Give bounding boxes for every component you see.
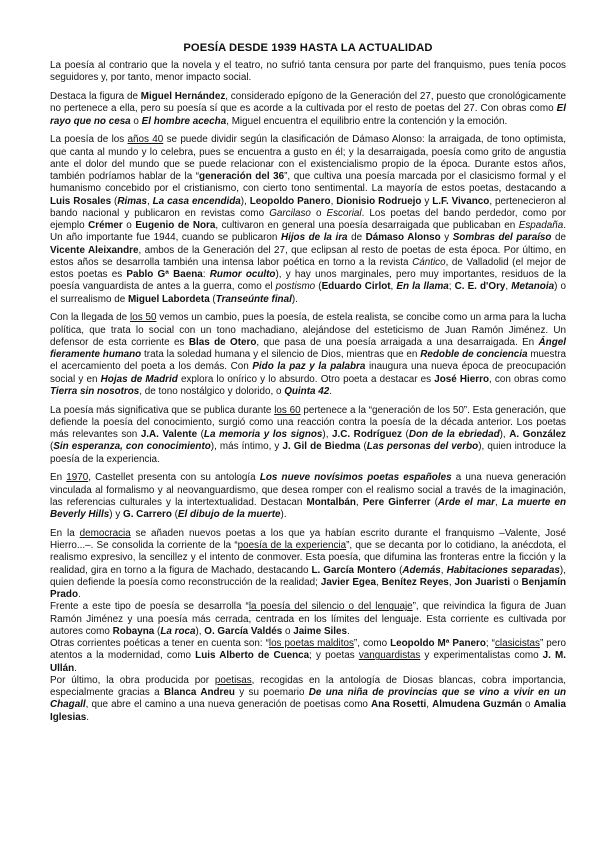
work-title: En la llama [396,281,449,293]
text: Con la llegada de [50,312,131,324]
text: En [50,472,67,484]
movement-name: los poetas malditos [268,638,354,649]
text: de [551,232,566,244]
author-name: Benítez Reyes [381,576,449,588]
text: y su poemario [234,687,309,698]
paragraph-miguel-hernandez [50,91,566,128]
text: , [146,195,153,207]
text: Por último, la obra producida por [50,674,215,686]
text: ; “ [485,638,495,649]
author-name: Amalia Iglesias [50,699,567,723]
author-name: O. García Valdés [204,625,283,637]
text: Destaca la figura de [50,91,141,102]
author-name: Montalbán [306,496,356,508]
author-name: Leopoldo Mª Panero [390,638,486,649]
text: ), [499,429,510,440]
movement-name: clasicistas [494,638,540,649]
text: . [78,589,81,600]
work-title: Transeúnte final [215,293,292,305]
text: . Un año importante fue 1944, cuando se publicaron [50,220,567,244]
text: ), quien introduce la poesía de la experiencia. [50,441,567,465]
text: , [375,576,382,588]
work-title: Quinta 42 [284,385,330,397]
text: ) o el surrealismo de [50,281,566,305]
work-title: Metanoia [511,281,555,293]
text: ), quien defiende la poesía como reconstrucción de la realidad; [50,564,566,588]
text: ; y poetas [309,650,359,662]
text: ( [360,441,367,453]
text: , de Valladolid (el mejor de estos poetas es [50,256,566,280]
movement-name: vanguardistas [358,650,421,662]
journal-title: Garcilaso [269,207,311,219]
author-name: Miguel Labordeta [127,293,210,305]
text: ( [111,195,118,207]
journal-title: Espadaña [518,220,564,231]
paragraph-1970 [50,472,566,521]
movement-name: la poesía del silencio o del lenguaje [248,601,413,613]
work-title: El rayo que no cesa [50,103,566,127]
author-name: José Hierro [434,373,490,385]
text: , recogidas en la antología de Diosas blancas, cobra importancia, especialmente gracias a [50,674,566,698]
text: o [130,115,142,127]
author-name: J. Gil de Biedma [282,441,361,453]
work-title: Tierra sin nosotros [50,385,140,397]
author-name: Blas de Otero [188,336,257,348]
author-name: Eduardo Cirlot [321,281,391,293]
author-name: Dionisio Rodruejo [336,195,422,207]
work-title: Además [402,564,441,576]
work-title: Sin esperanza, con conocimiento [53,441,211,453]
text: o [521,699,534,711]
author-name: Jon Juaristi [454,576,511,588]
work-title: Pido la paz y la palabra [252,361,366,373]
work-title: Sombras del paraíso [452,232,552,244]
text: . [86,711,89,723]
author-name: Vicente Aleixandre [50,244,139,256]
text: a una nueva generación vinculada al formalismo y al neovanguardismo, que desea romper con el realismo social a través de la imaginación, las referencias culturales y la intertextualidad. Destacan [50,472,566,508]
work-title: Ángel fieramente humano [50,336,566,360]
text: . [329,385,332,397]
text: muestra el acercamiento del poeta a los demás. Con [50,349,566,373]
author-name: L. García Montero [311,564,397,576]
text: ”, que reivindica la figura de Juan Ramón Jiménez y una poesía más cerrada, centrada en los límites del lenguaje. Esta corriente es cultivada por autores como [50,601,567,637]
author-name: Eugenio de Nora [135,220,216,231]
author-name: Blanca Andreu [164,687,235,698]
period-label: 1970 [66,472,89,484]
text: se añaden nuevos poetas a los que ya habían escrito durante el franquismo –Valente, José Hierro...–. Se consolida la corriente de la “ [50,527,566,551]
work-title: Hijos de la ira [280,232,348,244]
paragraph-los-60 [50,405,566,466]
text: : [202,269,210,280]
work-title: El dibujo de la muerte [177,509,281,520]
paragraph-los-50 [50,312,566,398]
work-title: La muerte en Beverly Hills [50,496,566,520]
text: ( [396,564,403,576]
text: , pertenecieron al bando nacional y publicaron en revistas como [50,195,566,219]
text: ( [209,293,216,305]
text: La poesía de los [50,134,128,146]
author-name: Jaime Siles [293,625,348,637]
text: pertenece a la “generación de los 50”. Esta generación, que defiende la poesía del conocimiento, surgió como una reacción contra la poesía de la década anterior. Los poetas más relevantes son [50,404,566,440]
author-name: J. M. Ullán [50,650,566,674]
text: y experimentalistas como [420,650,543,662]
text: , cultivaron en general una poesía desarraigada que publicaban en [215,220,519,231]
work-title: Rimas [117,195,147,207]
author-name: Miguel Hernández [140,91,226,102]
author-name: Pablo Gª Baena [126,269,203,280]
work-title: Redoble de conciencia [420,349,528,360]
text: ; [448,281,455,293]
text: En la [50,527,80,539]
text: inaugura una nueva época de preocupación social y en [50,361,566,385]
text: , [494,496,502,508]
text: ), [240,195,250,207]
text: , [390,281,397,293]
text: de [347,232,366,244]
author-name: A. González [509,429,566,440]
text: ( [430,496,438,508]
text: . Los poetas del bando perdedor, como por ejemplo [50,207,566,231]
work-title: Los nueve novísimos poetas españoles [259,472,452,484]
text: ), [195,625,205,637]
text: ), y hay unos marginales, pero muy importantes, residuos de la poesía vanguardista de antes a la guerra, como el [50,269,566,293]
author-name: Luis Rosales [50,195,112,207]
text: , que abre el camino a una nueva generación de poetisas como [85,699,372,711]
text: , con obras como [489,373,567,385]
text: , [426,699,433,711]
paragraph-intro [50,60,566,85]
journal-title: Cántico [412,256,446,268]
text: ” pero atentos a la modernidad, como [50,638,567,662]
text: se puede dividir según la clasificación de Dámaso Alonso: la arraigada, de tono optimista, que canta al mundo y lo celebra, pues se encuentra a gusto en él; y la desarraigada, poesía como grito de angustia ante el dolor del mundo que se puede relacionar con el existencialismo propio de la época. Durante estos años, también podríamos hablar de la “ [50,134,566,182]
text: , ambos de la Generación del 27, que eclipsan al resto de poetas de esta época. Por último, en estos años se desarrolla también una intensa labor poética en torno a la revista [50,244,566,268]
text: ( [197,429,204,440]
author-name: Javier Egea [320,576,376,588]
work-title: La memoria y los signos [203,429,323,440]
movement-name: poetisas [214,674,252,686]
text: ( [171,509,178,520]
text: ( [154,625,161,637]
paragraph-otras-corrientes [50,638,566,675]
work-title: Rumor oculto [209,269,276,280]
work-title: De una niña de provincias que se vino a vivir en un Chagall [50,687,567,711]
author-name: Crémer [88,220,123,231]
author-name: J.C. Rodríguez [332,429,402,440]
work-title: Habitaciones separadas [446,564,560,576]
text: o [122,220,136,231]
text: , [440,564,447,576]
period-label: los 60 [274,404,301,416]
document-body [50,60,566,730]
text: y [421,195,433,207]
author-name: C. E. d'Ory [454,281,506,293]
author-name: Leopoldo Panero [249,195,331,207]
text: ”, como [353,638,391,649]
text: ). [280,509,287,520]
text: La poesía más significativa que se publica durante [50,404,275,416]
text: . [74,662,77,674]
movement-name: postismo [275,281,316,293]
author-name: Robayna [112,625,155,637]
text: o [310,207,327,219]
period-label: democracia [79,527,131,539]
text: y [440,232,453,244]
text: , que pasa de una poesía arraigada a una desarraigada. En [256,336,539,348]
text: ), [322,429,333,440]
work-title: Las personas del verbo [366,441,479,453]
paragraph-democracia [50,528,566,602]
author-name: Dámaso Alonso [365,232,441,244]
text: o [510,576,522,588]
text: ( [315,281,322,293]
text: ”, que cultiva una poesía marcada por el clasicismo formal y el humanismo concebido por el cristianismo, con cierto tono sentimental. La mayoría de estos poetas, destacando a [50,171,566,195]
text: La poesía al contrario que la novela y el teatro, no sufrió tanta censura por parte del franquismo, pues tenía pocos seguidores y, por tanto, menor impacto social. [50,60,566,84]
author-name: Pere Ginferrer [362,496,431,508]
journal-title: Escorial [326,207,362,219]
author-name: Benjamín Prado [50,576,566,600]
text: ), más íntimo, y [210,441,283,453]
paragraph-anos-40 [50,134,566,306]
paragraph-poesia-silencio [50,601,566,638]
author-name: J.A. Valente [140,429,198,440]
text: . [347,625,350,637]
text: Frente a este tipo de poesía se desarrolla “ [50,601,249,613]
author-name: L.F. Vivanco [432,195,490,207]
text: ( [401,429,409,440]
period-label: años 40 [127,134,164,146]
author-name: G. Carrero [123,509,172,520]
movement-name: poesía de la experiencia [237,540,347,551]
work-title: Arde el mar [437,496,495,508]
author-name: Almudena Guzmán [432,699,522,711]
work-title: La casa encendida [152,195,241,207]
text: , [355,496,363,508]
text: ) y [109,509,124,520]
page-title: POESÍA DESDE 1939 HASTA LA ACTUALIDAD [183,42,433,54]
text: Otras corrientes poéticas a tener en cuenta son: “ [50,638,269,649]
text: vemos un cambio, pues la poesía, de estela realista, se concibe como un arma para la lucha política, que trata lo social con un tono machadiano, alejándose del esteticismo de Juan Ramón Jiménez. Un defensor de esta corriente es [50,312,566,348]
text: o [282,625,294,637]
work-title: El hombre acecha [141,115,227,127]
text: explora lo onírico y lo absurdo. Otro poeta a destacar es [177,373,435,385]
work-title: Don de la ebriedad [408,429,500,440]
period-label: los 50 [130,312,157,324]
text: , Castellet presenta con su antología [88,472,260,484]
work-title: Hojas de Madrid [100,373,178,385]
text: , [448,576,455,588]
text: , de tono nostálgico y dolorido, o [139,385,285,397]
text: , considerado epígono de la Generación del 27, puesto que cronológicamente no pertenece a ella, pero su poesía sí que es acorde a la cultivada por el resto de poetas del 27. Con obras como [50,91,566,115]
text: , [330,195,337,207]
text: trata la soledad humana y el silencio de Dios, mientras que en [141,349,421,360]
author-name: Ana Rosetti [371,699,427,711]
text: , Miguel encuentra el equilibrio entre la contención y la emoción. [226,115,508,127]
text: ( [50,441,54,453]
paragraph-poetisas [50,675,566,724]
movement-name: generación del 36 [199,171,285,182]
text: ”, que se decanta por lo cotidiano, la anécdota, el realismo expresivo, la sencillez y el intento de conmover. Esta poesía, que difumina las fronteras entre la ficción y la realidad, gira en torno a la figura de Machado, destacando [50,540,566,576]
text: ). [291,293,298,305]
author-name: Luis Alberto de Cuenca [195,650,310,662]
work-title: La roca [160,625,196,637]
text: , [505,281,512,293]
